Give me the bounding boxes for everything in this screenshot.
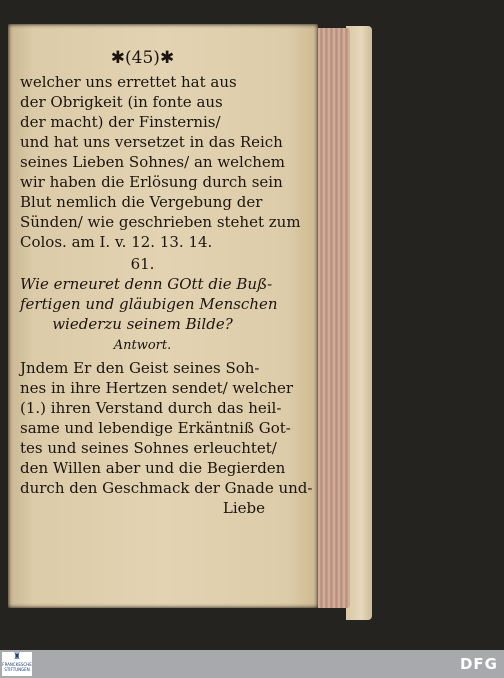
library-logo[interactable] <box>2 652 32 676</box>
text-line: der macht) der Finsternis/ <box>20 113 221 131</box>
catchword: Liebe <box>222 499 265 517</box>
answer-line: den Willen aber und die Begierden <box>20 459 286 477</box>
answer-line: durch den Geschmack der Gnade und- <box>20 479 313 497</box>
text-line: Colos. am I. v. 12. 13. 14. <box>20 233 213 251</box>
page-edges <box>316 28 350 608</box>
dfg-logo[interactable]: DFG <box>459 655 498 673</box>
page-number: ✱(45)✱ <box>110 48 175 68</box>
question-line: wiederzu seinem Bilde? <box>52 315 233 333</box>
text-line: wir haben die Erlösung durch sein <box>20 173 283 191</box>
text-line: seines Lieben Sohnes/ an welchem <box>20 153 285 171</box>
answer-line: nes in ihre Hertzen sendet/ welcher <box>20 379 294 397</box>
text-line: welcher uns errettet hat aus <box>20 73 237 91</box>
text-line: Blut nemlich die Vergebung der <box>20 193 263 211</box>
page-text <box>20 48 313 518</box>
text-line: Sünden/ wie geschrieben stehet zum <box>20 213 301 231</box>
answer-line: same und lebendige Erkäntniß Got- <box>20 419 291 437</box>
text-line: und hat uns versetzet in das Reich <box>20 133 283 151</box>
question-line: Wie erneuret denn GOtt die Buß- <box>20 275 273 293</box>
text-line: der Obrigkeit (in fonte aus <box>20 93 223 111</box>
viewer-footer <box>0 650 504 678</box>
answer-line: tes und seines Sohnes erleuchtet/ <box>20 439 277 457</box>
question-number: 61. <box>130 255 155 273</box>
answer-line: (1.) ihren Verstand durch das heil- <box>20 399 282 417</box>
answer-label: Antwort. <box>113 338 172 353</box>
library-logo-text: FRANCKESCHE STIFTUNGEN <box>2 662 32 672</box>
question-line: fertigen und gläubigen Menschen <box>20 295 278 313</box>
answer-line: Jndem Er den Geist seines Soh- <box>20 359 260 377</box>
crest-icon: ♜ <box>12 652 22 662</box>
